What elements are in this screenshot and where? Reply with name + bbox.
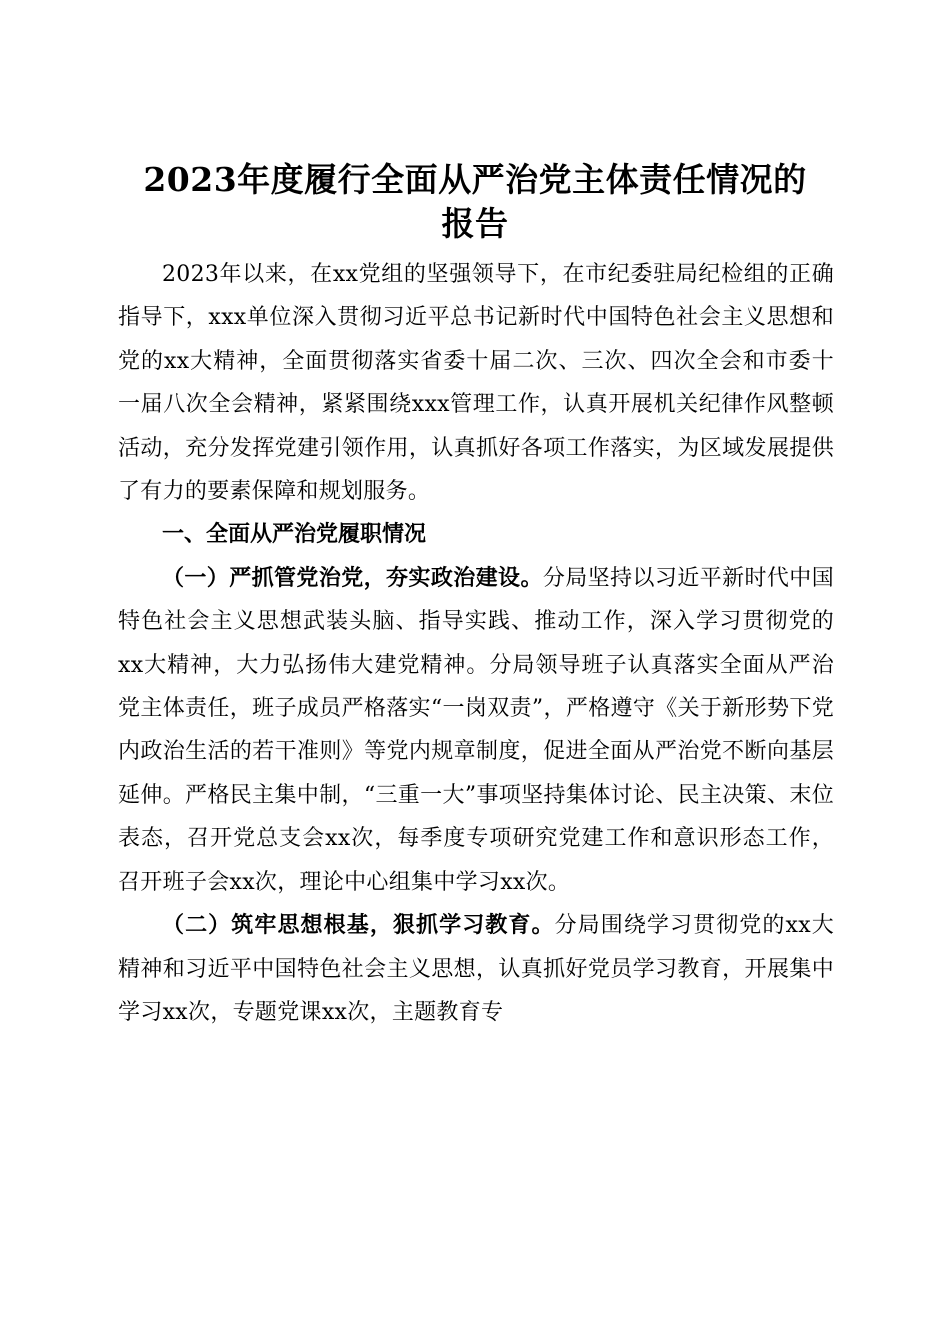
section-heading-1: 一、全面从严治党履职情况 [162, 522, 427, 548]
title-line-1: 2023年度履行全面从严治党主体责任情况的 [143, 160, 807, 200]
subsection-paragraph-2 [118, 904, 834, 1034]
subsection-paragraph-1 [118, 557, 834, 904]
document-body [118, 253, 834, 1034]
subsection-text-1: 分局坚持以习近平新时代中国特色社会主义思想武装头脑、指导实践、推动工作，深入学习贯彻党的xx大精神，大力弘扬伟大建党精神。分局领导班子认真落实全面从严治党主体责任，班子成员严格落实“一岗双责”，严格遵守《关于新形势下党内政治生活的若干准则》等党内规章制度，促进全面从严治党不断向基层延伸。严格民主集中制，“三重一大”事项坚持集体讨论、民主决策、末位表态，召开党总支会xx次，每季度专项研究党建工作和意识形态工作，召开班子会xx次，理论中心组集中学习xx次。 [118, 565, 834, 895]
document-title [110, 158, 840, 246]
intro-paragraph: 2023年以来，在xx党组的坚强领导下，在市纪委驻局纪检组的正确指导下，xxx单位深入贯彻习近平总书记新时代中国特色社会主义思想和党的xx大精神，全面贯彻落实省委十届二次、三次、四次全会和市委十一届八次全会精神，紧紧围绕xxx管理工作，认真开展机关纪律作风整顿活动，充分发挥党建引领作用，认真抓好各项工作落实，为区域发展提供了有力的要素保障和规划服务。 [118, 262, 834, 505]
title-line-2: 报告 [441, 204, 509, 244]
subsection-lead-1: （一）严抓管党治党，夯实政治建设。 [162, 564, 543, 591]
subsection-text-2: 分局围绕学习贯彻党的xx大精神和习近平中国特色社会主义思想，认真抓好党员学习教育，开展集中学习xx次，专题党课xx次，主题教育专 [118, 913, 834, 1025]
subsection-lead-2: （二）筑牢思想根基，狠抓学习教育。 [162, 912, 555, 939]
